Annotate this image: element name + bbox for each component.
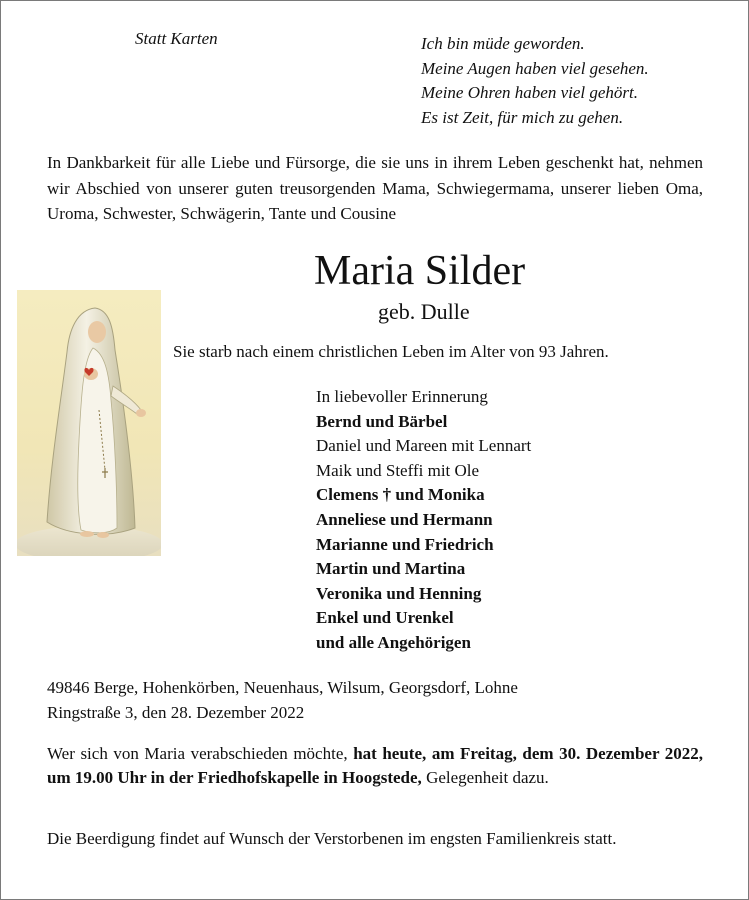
mourner-line: Maik und Steffi mit Ole bbox=[316, 460, 480, 480]
mourner-line: Clemens † und Monika bbox=[316, 485, 485, 505]
address-block bbox=[47, 676, 518, 725]
mourner-line: und alle Angehörigen bbox=[316, 632, 471, 652]
mourner-line: Enkel und Urenkel bbox=[316, 608, 454, 628]
madonna-statue-image bbox=[17, 290, 161, 556]
mourner-line: Anneliese und Hermann bbox=[316, 509, 493, 529]
mourner-line: Marianne und Friedrich bbox=[316, 534, 494, 554]
mourners-heading: In liebevoller Erinnerung bbox=[316, 387, 488, 406]
mourner-line: Daniel und Mareen mit Lennart bbox=[316, 436, 532, 456]
poem bbox=[421, 32, 649, 130]
age-note: Sie starb nach einem christlichen Leben im Alter von 93 Jahren. bbox=[173, 342, 609, 361]
farewell-time-place: hat heute, am Freitag, dem 30. Dezember 2022, um 19.00 Uhr in der Friedhofskapelle in Hoogstede, bbox=[47, 744, 703, 787]
burial-paragraph: Die Beerdigung findet auf Wunsch der Verstorbenen im engsten Familienkreis statt. bbox=[47, 829, 617, 848]
farewell-paragraph bbox=[47, 742, 703, 789]
mourner-line: Veronika und Henning bbox=[316, 583, 482, 603]
poem-line: Meine Ohren haben viel gehört. bbox=[421, 83, 638, 102]
deceased-name: Maria Silder bbox=[314, 248, 526, 294]
poem-line: Es ist Zeit, für mich zu gehen. bbox=[421, 107, 624, 127]
mourner-line: Martin und Martina bbox=[316, 559, 466, 579]
address-places: 49846 Berge, Hohenkörben, Neuenhaus, Wilsum, Georgsdorf, Lohne bbox=[47, 678, 518, 697]
farewell-tail: Gelegenheit dazu. bbox=[421, 767, 549, 787]
mourners-list bbox=[316, 385, 531, 656]
mourner-line: Bernd und Bärbel bbox=[316, 411, 448, 431]
poem-line: Ich bin müde geworden. bbox=[421, 34, 585, 53]
address-street-date: Ringstraße 3, den 28. Dezember 2022 bbox=[47, 702, 305, 722]
madonna-statue-icon bbox=[17, 290, 161, 556]
farewell-lead: Wer sich von Maria verabschieden möchte, bbox=[47, 744, 354, 763]
poem-line: Meine Augen haben viel gesehen. bbox=[421, 58, 649, 78]
intro-text: In Dankbarkeit für alle Liebe und Fürsorge, die sie uns in ihrem Leben geschenkt hat, nehmen wir Abschied von unserer guten treusorgenden Mama, Schwiegermama, unserer lieben Oma, Uroma, Schwester, Schwägerin, Tante und Cousine bbox=[47, 153, 703, 223]
statt-karten-label: Statt Karten bbox=[135, 29, 218, 48]
birth-name: geb. Dulle bbox=[378, 299, 470, 324]
